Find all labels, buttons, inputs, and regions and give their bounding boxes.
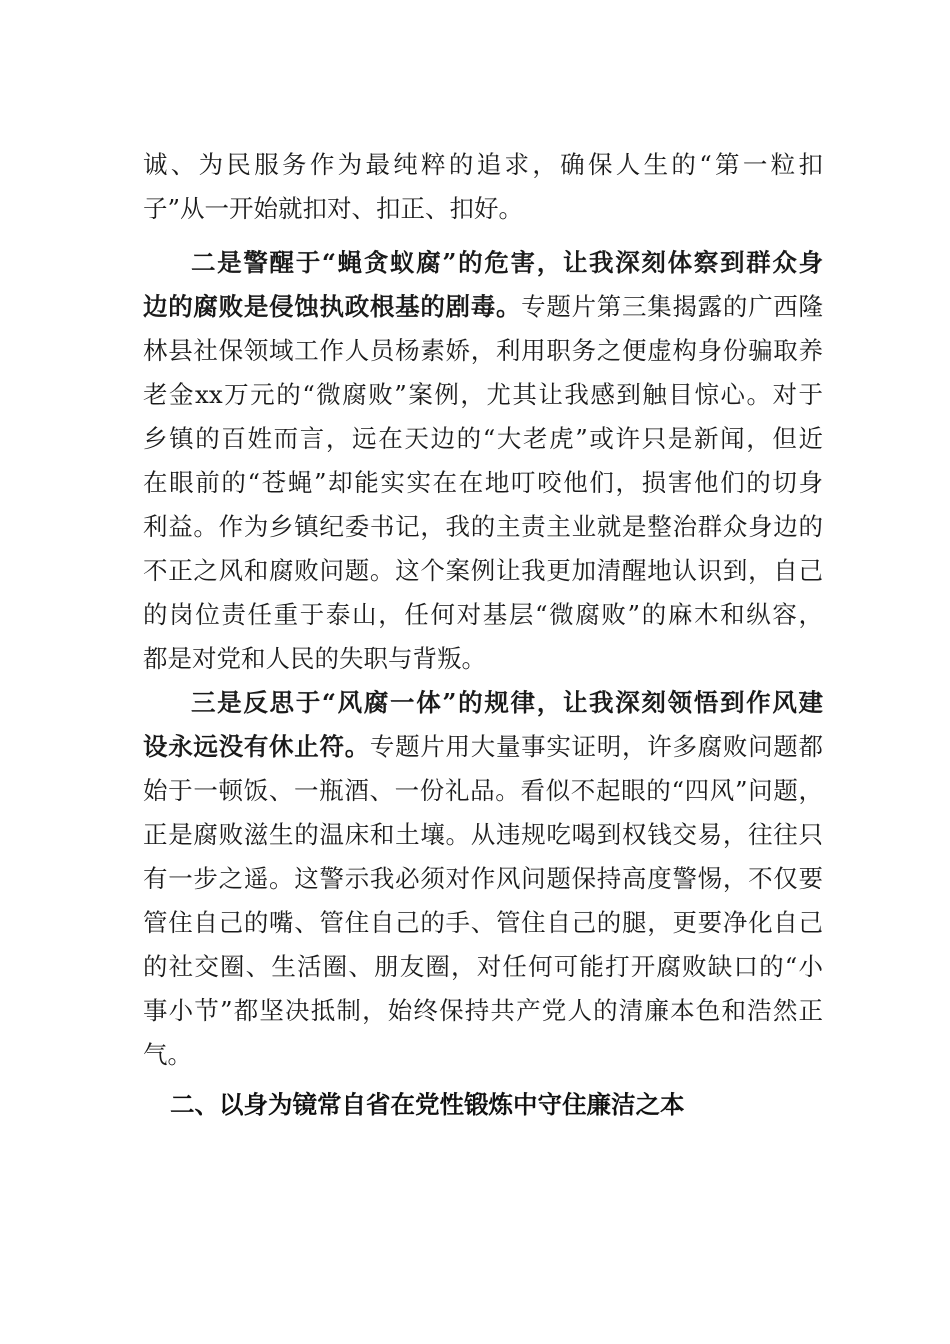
paragraph-line: 有一步之遥。这警示我必须对作风问题保持高度警惕，不仅要 [143,864,823,893]
paragraph-lead: 边的腐败是侵蚀执政根基的剧毒。 [143,292,522,321]
paragraph-line: 正是腐败滋生的温床和土壤。从违规吃喝到权钱交易，往往只 [143,820,823,849]
paragraph-line: 都是对党和人民的失职与背叛。 [143,644,486,673]
paragraph-lead: 三是反思于“风腐一体”的规律，让我深刻领悟到作风建 [191,688,823,717]
paragraph-text: 专题片第三集揭露的广西隆 [521,292,823,321]
paragraph-line: 气。 [143,1040,192,1069]
paragraph-line: 管住自己的嘴、管住自己的手、管住自己的腿，更要净化自己 [143,908,823,937]
paragraph-line: 的社交圈、生活圈、朋友圈，对任何可能打开腐败缺口的“小 [143,952,823,981]
paragraph-line: 老金xx万元的“微腐败”案例，尤其让我感到触目惊心。对于 [143,380,823,409]
paragraph-line: 子”从一开始就扣对、扣正、扣好。 [143,194,524,223]
paragraph-line: 在眼前的“苍蝇”却能实实在在地叮咬他们，损害他们的切身 [143,468,823,497]
paragraph-text: 专题片用大量事实证明，许多腐败问题都 [369,732,824,761]
paragraph-line [143,291,823,323]
paragraph-line: 林县社保领域工作人员杨素娇，利用职务之便虚构身份骗取养 [143,336,823,365]
paragraph-line: 利益。作为乡镇纪委书记，我的主责主业就是整治群众身边的 [143,512,823,541]
paragraph-line: 乡镇的百姓而言，远在天边的“大老虎”或许只是新闻，但近 [143,424,823,453]
paragraph-line: 诚、为民服务作为最纯粹的追求，确保人生的“第一粒扣 [143,150,823,179]
paragraph-line: 事小节”都坚决抵制，始终保持共产党人的清廉本色和浩然正 [143,996,823,1025]
paragraph-line: 始于一顿饭、一瓶酒、一份礼品。看似不起眼的“四风”问题， [143,776,823,805]
paragraph-line: 的岗位责任重于泰山，任何对基层“微腐败”的麻木和纵容， [143,600,823,629]
paragraph-lead: 二是警醒于“蝇贪蚁腐”的危害，让我深刻体察到群众身 [191,248,823,277]
paragraph-line [143,731,823,763]
paragraph-lead-line [191,247,823,279]
section-heading: 二、以身为镜常自省在党性锻炼中守住廉洁之本 [170,1090,685,1119]
paragraph-line: 不正之风和腐败问题。这个案例让我更加清醒地认识到，自己 [143,556,823,585]
paragraph-lead-line [191,687,823,719]
paragraph-lead: 设永远没有休止符。 [143,732,370,761]
